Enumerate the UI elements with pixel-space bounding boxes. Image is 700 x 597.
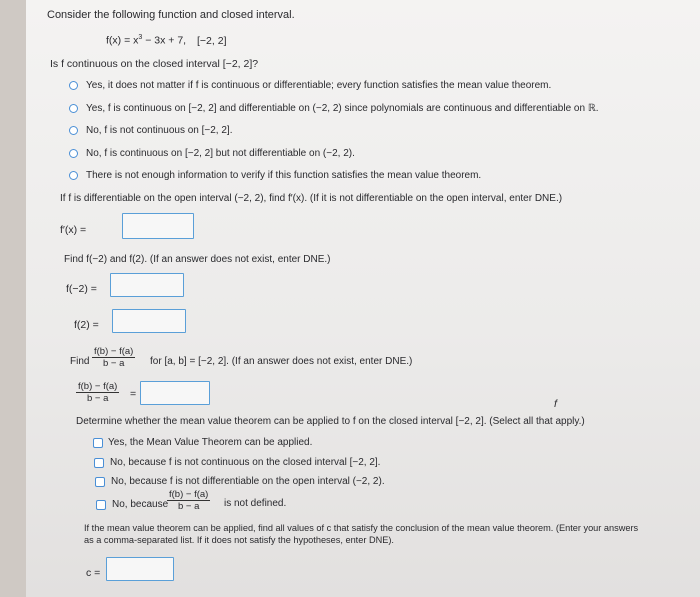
q1-option-1-radio[interactable] xyxy=(69,81,78,90)
derivative-input[interactable] xyxy=(122,213,194,239)
q1-option-3-label: No, f is not continuous on [−2, 2]. xyxy=(86,125,233,136)
function-rest: − 3x + 7, xyxy=(142,34,187,47)
q6-c-label: c = xyxy=(86,567,101,579)
c-values-input[interactable] xyxy=(106,557,174,581)
difference-quotient-input[interactable] xyxy=(140,381,210,405)
q4-prompt-rest: for [a, b] = [−2, 2]. (If an answer does not exist, enter DNE.) xyxy=(150,356,413,367)
q5-option-1-label: Yes, the Mean Value Theorem can be applied. xyxy=(108,437,313,448)
q5-prompt: Determine whether the mean value theorem can be applied to f on the closed interval [−2, 2]. (Select all that apply.) xyxy=(76,416,585,427)
q4-answer-denominator: b − a xyxy=(86,393,109,404)
q3-f-neg2-label: f(−2) = xyxy=(66,283,97,295)
q5-option-2-checkbox[interactable] xyxy=(94,458,104,468)
q3-prompt: Find f(−2) and f(2). (If an answer does not exist, enter DNE.) xyxy=(64,254,331,265)
q4-equals-sign: = xyxy=(130,388,137,400)
q5-option-4-label-pre: No, because xyxy=(112,499,169,510)
q6-prompt-line1: If the mean value theorem can be applied, find all values of c that satisfy the conclusion of the mean value theorem. (Enter your answers xyxy=(84,523,639,533)
q3-f-2-label: f(2) = xyxy=(74,319,99,331)
q4-prompt-fraction xyxy=(92,346,135,369)
q5-fraction-numerator: f(b) − f(a) xyxy=(169,489,209,500)
function-interval: [−2, 2] xyxy=(197,34,227,47)
function-label: f(x) = x xyxy=(106,34,139,47)
function-exponent: 3 xyxy=(138,34,143,41)
q4-fraction-numerator: f(b) − f(a) xyxy=(94,346,134,357)
q1-option-4-radio[interactable] xyxy=(69,149,78,158)
q6-prompt-line2: as a comma-separated list. If it does not satisfy the hypotheses, enter DNE). xyxy=(84,535,394,545)
f-2-input[interactable] xyxy=(112,309,186,333)
f-neg2-input[interactable] xyxy=(110,273,184,297)
intro-text: Consider the following function and closed interval. xyxy=(47,9,295,21)
q4-fraction-denominator: b − a xyxy=(102,358,125,369)
q1-option-5-radio[interactable] xyxy=(69,171,78,180)
q1-option-5-label: There is not enough information to verify if this function satisfies the mean value theorem. xyxy=(86,170,482,181)
function-definition xyxy=(106,34,226,47)
q2-derivative-label: f′(x) = xyxy=(60,224,87,236)
q4-answer-numerator: f(b) − f(a) xyxy=(78,381,118,392)
worksheet-page xyxy=(26,0,700,597)
q5-option-3-label: No, because f is not differentiable on the open interval (−2, 2). xyxy=(111,476,385,487)
q5-fraction-denominator: b − a xyxy=(177,501,200,512)
q5-option-2-label: No, because f is not continuous on the closed interval [−2, 2]. xyxy=(110,457,381,468)
q4-find-label: Find xyxy=(70,356,90,367)
q1-option-2-radio[interactable] xyxy=(69,104,78,113)
q1-option-1-label: Yes, it does not matter if f is continuous or differentiable; every function satisfies the mean value theorem. xyxy=(86,80,552,91)
q1-option-3-radio[interactable] xyxy=(69,126,78,135)
q1-option-4-label: No, f is continuous on [−2, 2] but not differentiable on (−2, 2). xyxy=(86,148,355,159)
q5-option-3-checkbox[interactable] xyxy=(95,477,105,487)
q1-question: Is f continuous on the closed interval [−2, 2]? xyxy=(50,58,259,70)
q5-option-4-fraction xyxy=(167,489,210,512)
q5-option-4-label-post: is not defined. xyxy=(224,498,287,509)
q2-prompt: If f is differentiable on the open interval (−2, 2), find f′(x). (If it is not differentiable on the open interval, enter DNE.) xyxy=(60,193,563,204)
q4-answer-fraction xyxy=(76,381,119,404)
q5-option-1-checkbox[interactable] xyxy=(93,438,103,448)
q1-option-2-label: Yes, f is continuous on [−2, 2] and differentiable on (−2, 2) since polynomials are continuous and differentiable on ℝ. xyxy=(86,103,599,114)
q5-option-4-checkbox[interactable] xyxy=(96,500,106,510)
stray-mark: f xyxy=(554,398,557,410)
